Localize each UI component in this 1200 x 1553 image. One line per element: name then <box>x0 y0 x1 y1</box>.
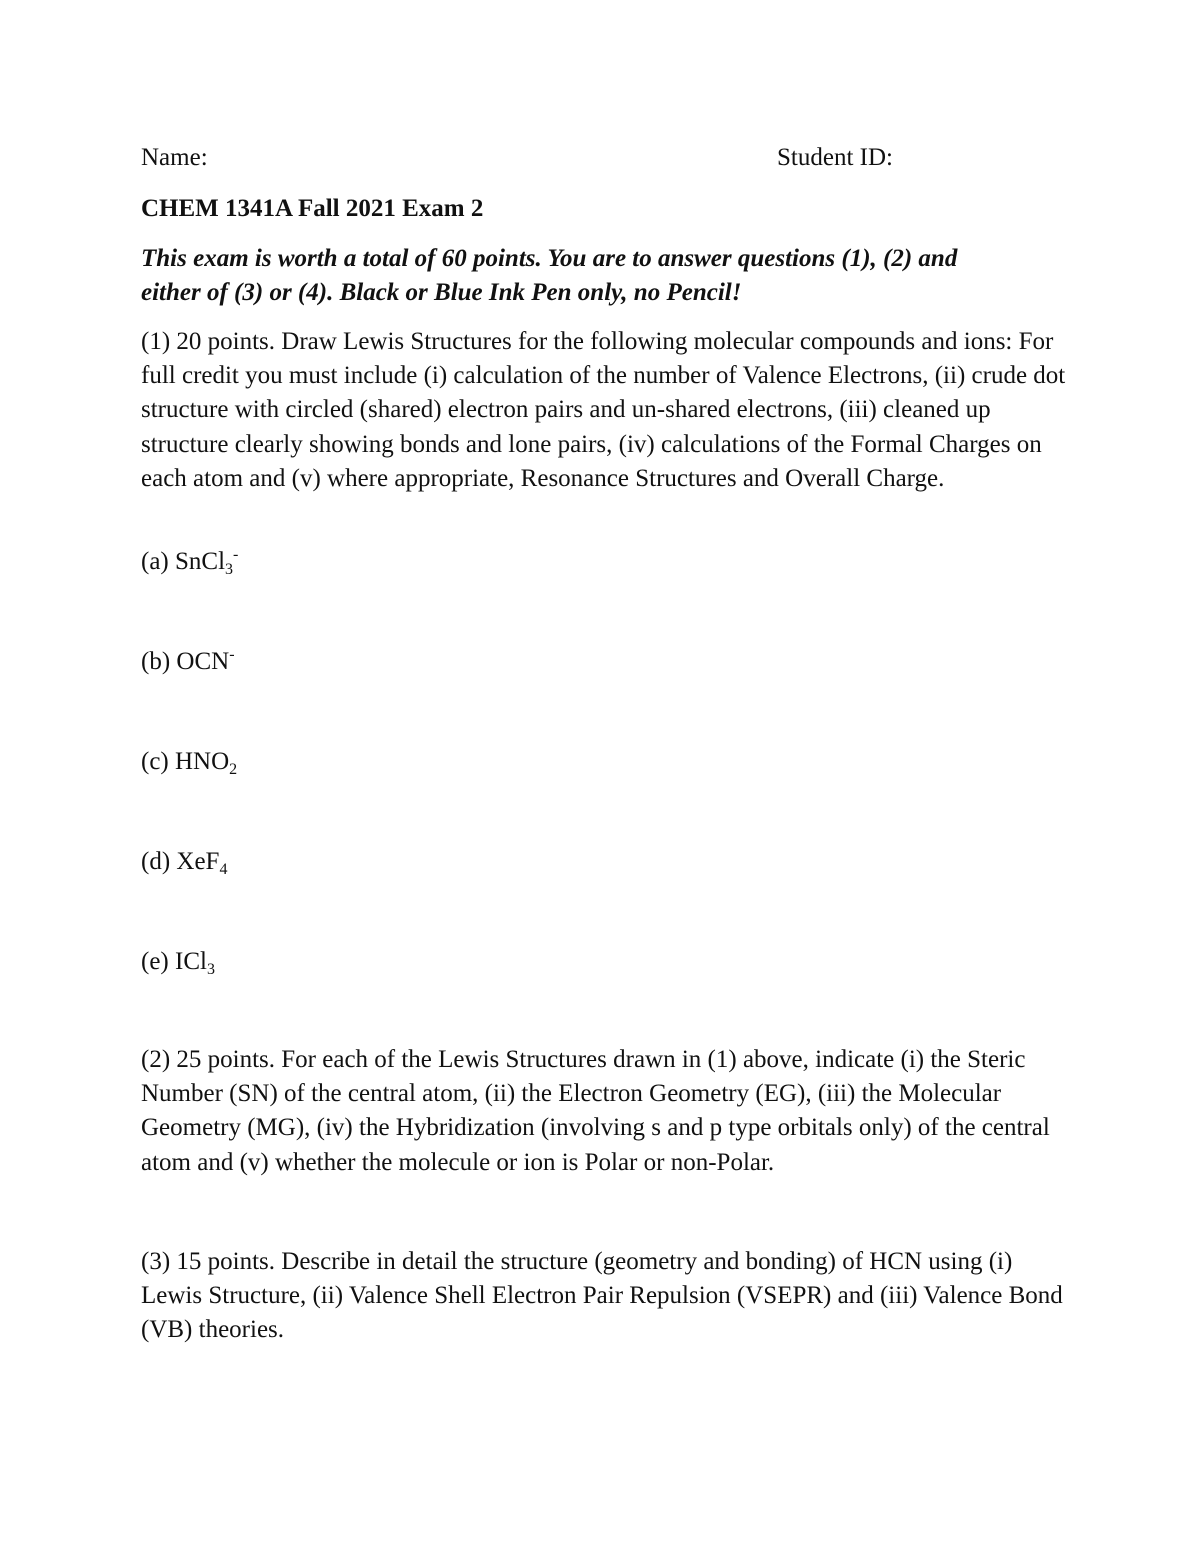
item-a-formula: (a) SnCl <box>141 548 226 575</box>
item-b-superscript: - <box>229 646 235 663</box>
name-label: Name: <box>141 144 208 171</box>
item-c-subscript: 2 <box>229 761 238 778</box>
instructions-line-1: This exam is worth a total of 60 points. You are to answer questions (1), (2) and <box>141 245 958 272</box>
instructions-line-2: either of (3) or (4). Black or Blue Ink Pen only, no Pencil! <box>141 279 742 306</box>
question-1-item-d <box>141 845 227 879</box>
item-e-formula: (e) ICl <box>141 948 207 975</box>
question-1-item-c <box>141 745 237 779</box>
exam-title: CHEM 1341A Fall 2021 Exam 2 <box>141 195 484 222</box>
question-1-item-a <box>141 545 238 579</box>
item-c-formula: (c) HNO <box>141 748 230 775</box>
question-1-item-e <box>141 945 215 979</box>
item-d-subscript: 4 <box>219 861 228 878</box>
question-2-text: (2) 25 points. For each of the Lewis Structures drawn in (1) above, indicate (i) the Steric Number (SN) of the central atom, (ii) the Electron Geometry (EG), (iii) the Molecular Geometry (MG), (iv) the Hybridization (involving s and p type orbitals only) of the central atom and (v) whether the molecule or ion is Polar or non-Polar. <box>141 1046 1050 1176</box>
student-id-label: Student ID: <box>777 144 893 171</box>
question-3-text: (3) 15 points. Describe in detail the structure (geometry and bonding) of HCN using (i) Lewis Structure, (ii) Valence Shell Electron Pair Repulsion (VSEPR) and (iii) Valence Bond (VB) theories. <box>141 1248 1063 1344</box>
question-1-text: (1) 20 points. Draw Lewis Structures for the following molecular compounds and ions: For full credit you must include (i) calculation of the number of Valence Electrons, (ii) crude dot structure with circled (shared) electron pairs and un-shared electrons, (iii) cleaned up structure clearly showing bonds and lone pairs, (iv) calculations of the Formal Charges on each atom and (v) where appropriate, Resonance Structures and Overall Charge. <box>141 328 1066 492</box>
item-e-subscript: 3 <box>206 961 215 978</box>
item-a-subscript: 3 <box>225 561 234 578</box>
item-d-formula: (d) XeF <box>141 848 220 875</box>
item-b-formula: (b) OCN <box>141 648 230 675</box>
question-1-item-b <box>141 645 235 679</box>
item-a-superscript: - <box>233 546 239 563</box>
